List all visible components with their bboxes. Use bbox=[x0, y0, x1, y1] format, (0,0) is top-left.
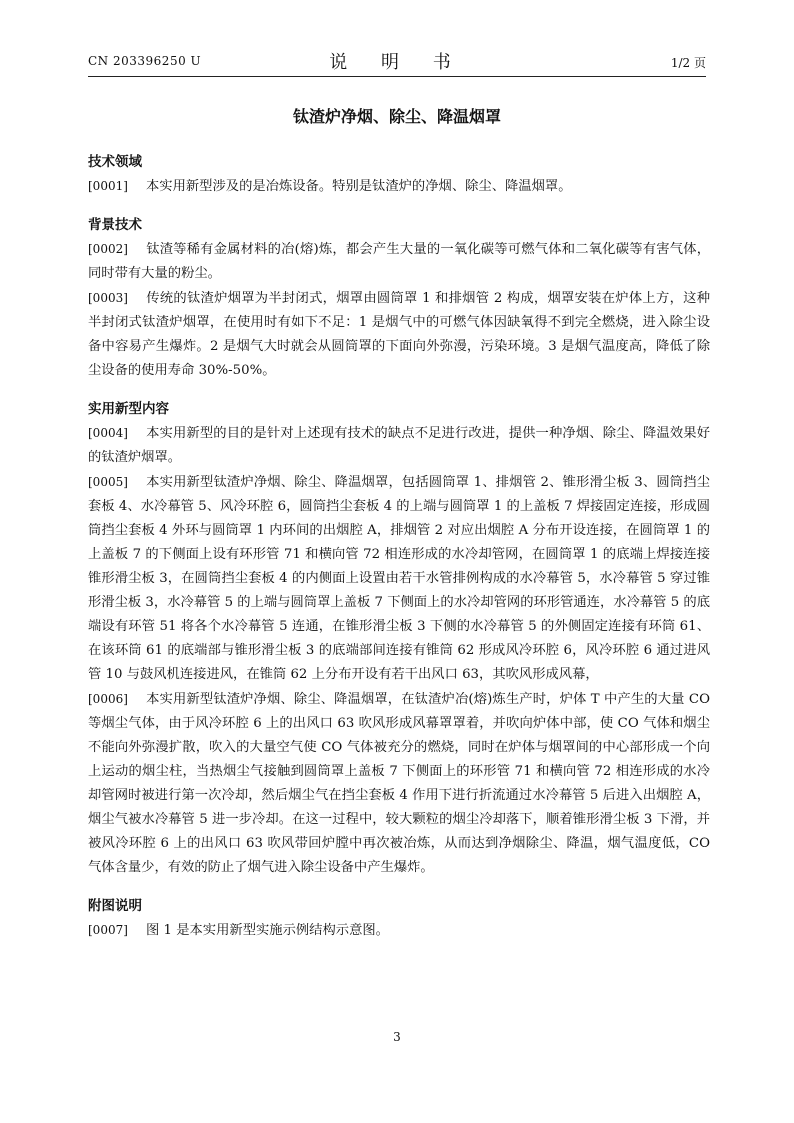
paragraph bbox=[88, 286, 710, 383]
section-heading: 实用新型内容 bbox=[88, 401, 169, 417]
page-header bbox=[88, 48, 706, 72]
paragraph-number: [0001] bbox=[88, 179, 128, 193]
page-indicator: 1/2 页 bbox=[670, 56, 706, 70]
page-number: 3 bbox=[393, 1030, 401, 1044]
paragraph bbox=[88, 237, 710, 286]
document-title: 钛渣炉净烟、除尘、降温烟罩 bbox=[292, 107, 501, 126]
paragraph bbox=[88, 470, 710, 687]
header-divider bbox=[88, 76, 706, 77]
paragraph-text: 传统的钛渣炉烟罩为半封闭式，烟罩由圆筒罩 1 和排烟管 2 构成，烟罩安装在炉体上方，这种半封闭式钛渣炉烟罩，在使用时有如下不足：1 是烟气中的可燃气体因缺氧得不到完全燃烧，进入除尘设备中容易产生爆炸。2 是烟气大时就会从圆筒罩的下面向外弥漫，污染环境。3 是烟气温度高，降低了除尘设备的使用寿命 30%-50%。 bbox=[88, 291, 710, 378]
document-type: 说 明 书 bbox=[329, 52, 465, 73]
paragraph bbox=[88, 687, 710, 880]
paragraph bbox=[88, 174, 710, 199]
paragraph-number: [0007] bbox=[88, 923, 128, 937]
paragraph-text: 图 1 是本实用新型实施示例结构示意图。 bbox=[146, 923, 389, 938]
paragraph-text: 本实用新型钛渣炉净烟、除尘、降温烟罩，包括圆筒罩 1、排烟管 2、锥形滑尘板 3、圆筒挡尘套板 4、水冷幕管 5、风冷环腔 6，圆筒挡尘套板 4 的上端与圆筒罩 1 的上盖板 7 焊接固定连接，形成圆筒挡尘套板 4 外环与圆筒罩 1 内环间的出烟腔 A，排烟管 2 对应出烟腔 A 分布开设连接，在圆筒罩 1 的上盖板 7 的下侧面上设有环形管 71 和横向管 72 相连形成的水冷却管网，在圆筒罩 1 的底端上焊接连接锥形滑尘板 3，在圆筒挡尘套板 4 的内侧面上设置由若干水管排例构成的水冷幕管 5，水冷幕管 5 穿过锥形滑尘板 3，水冷幕管 5 的上端与圆筒罩上盖板 7 下侧面上的水冷却管网的环形管通连，水冷幕管 5 的底端设有环管 51 将各个水冷幕管 5 连通，在锥形滑尘板 3 下侧的水冷幕管 5 的外侧固定连接有环筒 61、在该环筒 61 的底端部与锥形滑尘板 3 的底端部间连接有锥筒 62 形成风冷环腔 6，风冷环腔 6 通过进风管 10 与鼓风机连接进风，在锥筒 62 上分布开设有若干出风口 63，其吹风形成风幕， bbox=[88, 475, 710, 682]
section-heading: 附图说明 bbox=[88, 898, 142, 914]
paragraph-number: [0005] bbox=[88, 475, 128, 489]
paragraph-text: 本实用新型钛渣炉净烟、除尘、降温烟罩，在钛渣炉冶(熔)炼生产时，炉体 T 中产生的大量 CO 等烟尘气体，由于风冷环腔 6 上的出风口 63 吹风形成风幕罩罩着，并吹向炉体中部，使 CO 气体和烟尘不能向外弥漫扩散，吹入的大量空气使 CO 气体被充分的燃烧，同时在炉体与烟罩间的中心部形成一个向上运动的烟尘柱，当热烟尘气接触到圆筒罩上盖板 7 下侧面上的环形管 71 和横向管 72 相连形成的水冷却管网时被进行第一次冷却，然后烟尘气在挡尘套板 4 作用下进行折流通过水冷幕管 5 后进入出烟腔 A，烟尘气被水冷幕管 5 进一步冷却。在这一过程中，较大颗粒的烟尘冷却落下，顺着锥形滑尘板 3 下滑，并被风冷环腔 6 上的出风口 63 吹风带回炉膛中再次被冶炼，从而达到净烟除尘、降温，烟气温度低，CO 气体含量少，有效的防止了烟气进入除尘设备中产生爆炸。 bbox=[88, 692, 710, 875]
section-background bbox=[88, 213, 710, 383]
publication-number: CN 203396250 U bbox=[88, 54, 202, 68]
paragraph-number: [0006] bbox=[88, 692, 128, 706]
paragraph-number: [0002] bbox=[88, 242, 128, 256]
paragraph-text: 本实用新型的目的是针对上述现有技术的缺点不足进行改进，提供一种净烟、除尘、降温效果好的钛渣炉烟罩。 bbox=[88, 426, 710, 465]
paragraph-number: [0003] bbox=[88, 291, 128, 305]
paragraph-text: 钛渣等稀有金属材料的冶(熔)炼，都会产生大量的一氧化碳等可燃气体和二氧化碳等有害气体，同时带有大量的粉尘。 bbox=[88, 242, 710, 281]
section-drawings bbox=[88, 894, 710, 943]
paragraph-text: 本实用新型涉及的是冶炼设备。特别是钛渣炉的净烟、除尘、降温烟罩。 bbox=[146, 179, 572, 194]
paragraph bbox=[88, 918, 710, 943]
section-heading: 技术领域 bbox=[88, 154, 142, 170]
document-body bbox=[88, 150, 710, 957]
section-heading: 背景技术 bbox=[88, 217, 142, 233]
section-technical-field bbox=[88, 150, 710, 199]
section-content bbox=[88, 397, 710, 880]
paragraph-number: [0004] bbox=[88, 426, 128, 440]
paragraph bbox=[88, 421, 710, 470]
